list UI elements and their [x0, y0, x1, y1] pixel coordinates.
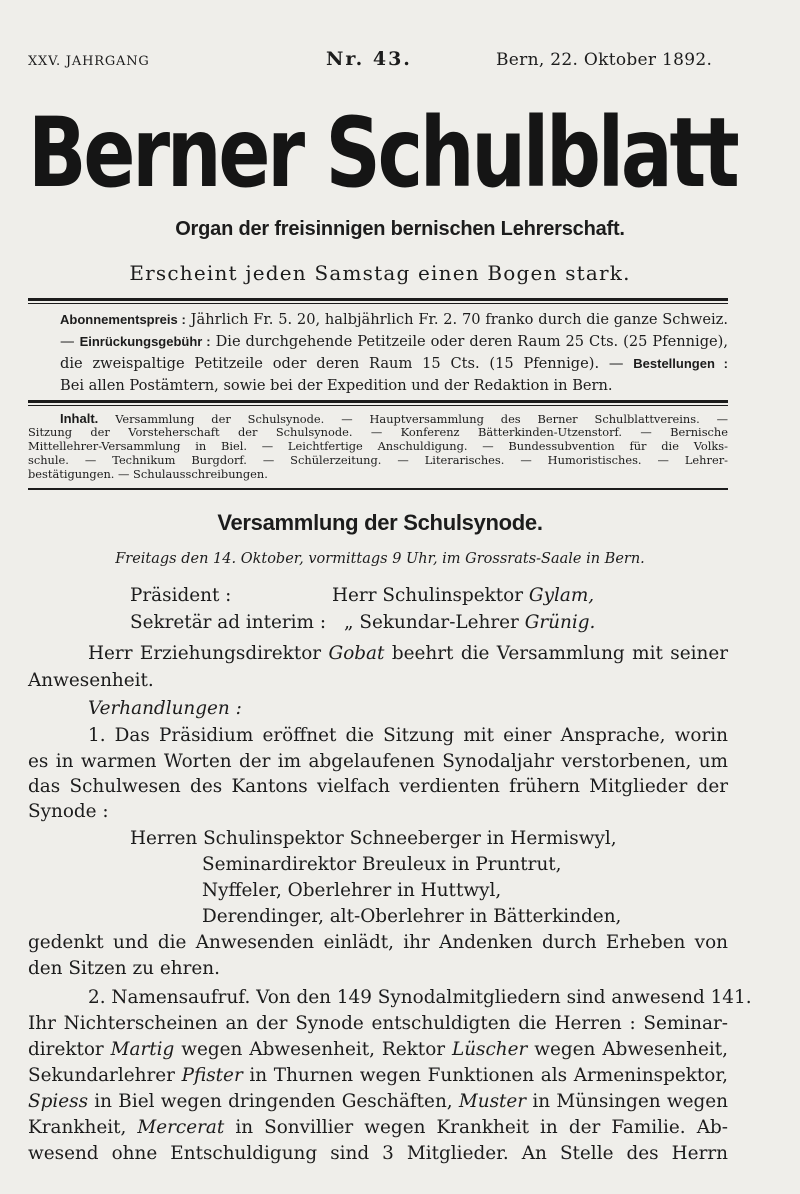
- contents-line: Inhalt. Versammlung der Schulsynode. — Hauptversammlung des Berner Schulblattvereins. —: [60, 411, 728, 426]
- contents-line: Sitzung der Vorsteherschaft der Schulsynode. — Konferenz Bätterkinden-Utzenstorf. — Bernische: [28, 425, 728, 439]
- text-line: es in warmen Worten der im abgelaufenen Synodaljahr verstorbenen, um: [28, 751, 728, 772]
- text-line: 2. Namensaufruf. Von den 149 Synodalmitgliedern sind anwesend 141.: [88, 987, 752, 1008]
- masthead-title: Berner Schulblatt: [28, 97, 737, 209]
- subscription-line: die zweispaltige Petitzeile oder deren Raum 15 Cts. (15 Pfennige). — Bestellungen :: [60, 355, 728, 372]
- text-line: wesend ohne Entschuldigung sind 3 Mitglieder. An Stelle des Herrn: [28, 1143, 728, 1164]
- praesident-value: Herr Schulinspektor Gylam,: [332, 585, 595, 606]
- dateline: Bern, 22. Oktober 1892.: [496, 50, 713, 70]
- memorial-name: Herren Schulinspektor Schneeberger in Hermiswyl,: [130, 828, 617, 849]
- praesident-label: Präsident :: [130, 585, 232, 606]
- volume-label: XXV. JAHRGANG: [28, 54, 150, 69]
- divider: [28, 303, 728, 304]
- article-date: Freitags den 14. Oktober, vormittags 9 Uhr, im Grossrats-Saale in Bern.: [115, 551, 645, 567]
- article-title: Versammlung der Schulsynode.: [217, 510, 543, 535]
- sekretaer-value: „ Sekundar-Lehrer Grünig.: [344, 612, 596, 633]
- masthead-subtitle: Organ der freisinnigen bernischen Lehrerschaft.: [175, 218, 625, 240]
- contents-line: bestätigungen. — Schulausschreibungen.: [28, 467, 268, 481]
- memorial-name: Nyffeler, Oberlehrer in Huttwyl,: [202, 880, 502, 901]
- issue-number: Nr. 43.: [326, 48, 412, 70]
- text-line: direktor Martig wegen Abwesenheit, Rektor Lüscher wegen Abwesenheit,: [28, 1039, 729, 1060]
- text-line: Krankheit, Mercerat in Sonvillier wegen Krankheit in der Familie. Ab-: [28, 1117, 728, 1138]
- text-line: Spiess in Biel wegen dringenden Geschäften, Muster in Münsingen wegen: [28, 1091, 728, 1112]
- publication-frequency: Erscheint jeden Samstag einen Bogen stark.: [129, 261, 631, 285]
- text-line: Herr Erziehungsdirektor Gobat beehrt die Versammlung mit seiner: [88, 643, 728, 664]
- text-line: gedenkt und die Anwesenden einlädt, ihr Andenken durch Erheben von: [28, 932, 728, 953]
- verhandlungen-heading: Verhandlungen :: [88, 698, 242, 719]
- contents-line: Mittellehrer-Versammlung in Biel. — Leichtfertige Anschuldigung. — Bundessubvention für die Volks-: [28, 439, 728, 453]
- text-line: das Schulwesen des Kantons vielfach verdienten frühern Mitglieder der: [28, 776, 728, 797]
- subscription-line: Bei allen Postämtern, sowie bei der Expedition und der Redaktion in Bern.: [60, 377, 613, 394]
- subscription-line: Abonnementspreis : Jährlich Fr. 5. 20, halbjährlich Fr. 2. 70 franko durch die ganze Schweiz.: [60, 311, 728, 328]
- divider: [28, 400, 728, 403]
- sekretaer-label: Sekretär ad interim :: [130, 612, 327, 633]
- subscription-line: — Einrückungsgebühr : Die durchgehende Petitzeile oder deren Raum 25 Cts. (25 Pfennige),: [60, 333, 729, 350]
- memorial-name: Derendinger, alt-Oberlehrer in Bätterkinden,: [202, 906, 622, 927]
- divider: [28, 405, 728, 406]
- text-line: Anwesenheit.: [28, 670, 154, 691]
- text-line: Ihr Nichterscheinen an der Synode entschuldigten die Herren : Seminar-: [28, 1013, 728, 1034]
- memorial-name: Seminardirektor Breuleux in Pruntrut,: [202, 854, 562, 875]
- contents-line: schule. — Technikum Burgdorf. — Schülerzeitung. — Literarisches. — Humoristisches. — Lehrer-: [28, 453, 728, 467]
- text-line: 1. Das Präsidium eröffnet die Sitzung mit einer Ansprache, worin: [88, 725, 728, 746]
- text-line: Synode :: [28, 801, 109, 822]
- text-line: den Sitzen zu ehren.: [28, 958, 220, 979]
- divider: [28, 298, 728, 301]
- text-line: Sekundarlehrer Pfister in Thurnen wegen Funktionen als Armeninspektor,: [28, 1065, 728, 1086]
- divider: [28, 488, 728, 490]
